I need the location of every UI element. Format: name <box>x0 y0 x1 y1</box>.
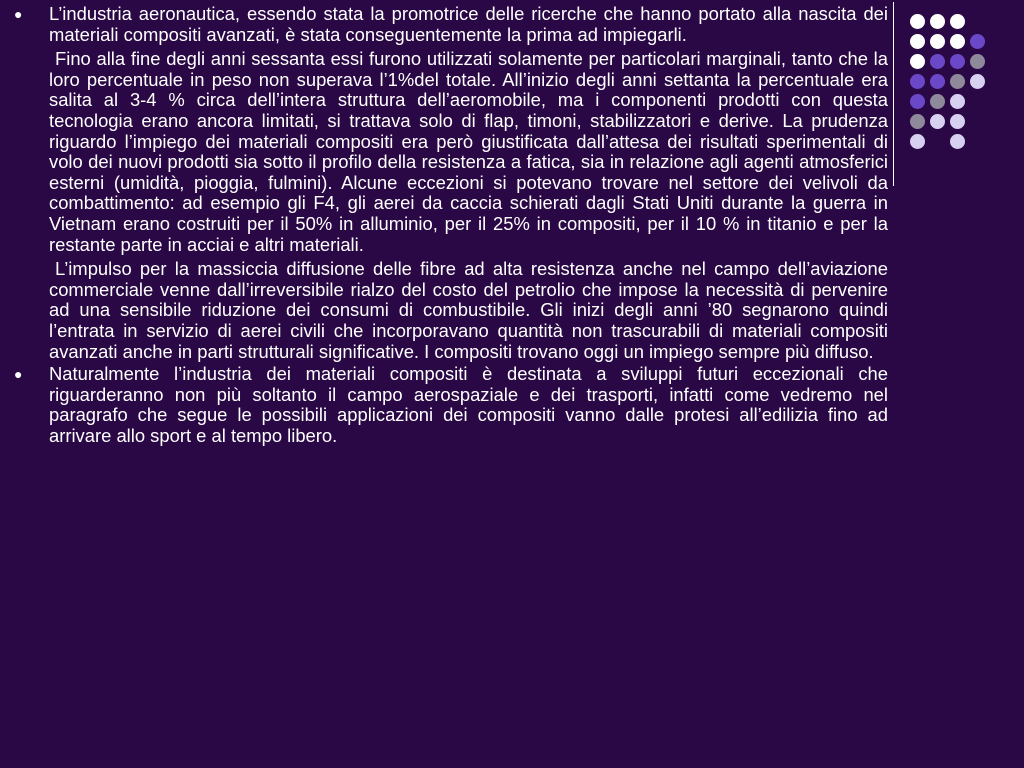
decorative-dot <box>950 34 965 49</box>
bullet-item-1 <box>12 4 888 362</box>
decorative-dot <box>910 114 925 129</box>
decorative-dot <box>930 114 945 129</box>
decorative-dot <box>970 74 985 89</box>
paragraph: Naturalmente l’industria dei materiali compositi è destinata a sviluppi futuri eccezionali che riguarderanno non più soltanto il campo aerospaziale e dei trasporti, infatti come vedremo nel paragrafo che segue le possibili applicazioni dei compositi vanno dalle protesi all’edilizia fino ad arrivare allo sport e al tempo libero. <box>49 363 888 446</box>
decorative-dot <box>950 94 965 109</box>
vertical-divider <box>893 2 894 186</box>
decorative-dot <box>970 34 985 49</box>
dot-grid-decoration <box>910 14 1010 164</box>
decorative-dot <box>910 134 925 149</box>
bullet-dot-icon: ● <box>14 6 23 22</box>
decorative-dot <box>930 94 945 109</box>
decorative-dot <box>930 54 945 69</box>
decorative-dot <box>910 54 925 69</box>
decorative-dot <box>930 74 945 89</box>
decorative-dot <box>930 34 945 49</box>
decorative-dot <box>930 14 945 29</box>
decorative-dot <box>950 74 965 89</box>
slide-body <box>12 4 888 446</box>
decorative-dot <box>970 54 985 69</box>
decorative-dot <box>910 34 925 49</box>
decorative-dot <box>950 134 965 149</box>
decorative-dot <box>950 14 965 29</box>
paragraph: L’impulso per la massiccia diffusione delle fibre ad alta resistenza anche nel campo dell’aviazione commerciale venne dall’irreversibile rialzo del costo del petrolio che impose la necessità di pervenire ad una sensibile riduzione dei consumi di combustibile. Gli inizi degli anni ’80 segnarono quindi l’entrata in servizio di aerei civili che incorporavano quantità non trascurabili di materiali compositi avanzati anche in parti strutturali significative. I compositi trovano oggi un impiego sempre più diffuso. <box>49 258 888 362</box>
paragraph: L’industria aeronautica, essendo stata la promotrice delle ricerche che hanno portato alla nascita dei materiali compositi avanzati, è stata conseguentemente la prima ad impiegarli. <box>49 3 888 45</box>
bullet-body-2 <box>49 364 888 446</box>
decorative-dot <box>950 114 965 129</box>
decorative-dot <box>950 54 965 69</box>
decorative-dot <box>910 74 925 89</box>
paragraph: Fino alla fine degli anni sessanta essi furono utilizzati solamente per particolari marginali, tanto che la loro percentuale in peso non superava l’1%del totale. All’inizio degli anni settanta la percentuale era salita al 3-4 % circa dell’intera struttura dell’aeromobile, ma i componenti prodotti con questa tecnologia erano ancora limitati, si trattava solo di flap, timoni, stabilizzatori e derive. La prudenza riguardo l’impiego dei materiali compositi era però giustificata dall’attesa dei risultati sperimentali di volo dei nuovi prodotti sia sotto il profilo della resistenza a fatica, sia in relazione agli agenti atmosferici esterni (umidità, pioggia, fulmini). Alcune eccezioni si potevano trovare nel settore dei velivoli da combattimento: ad esempio gli F4, gli aerei da caccia schierati dagli Stati Uniti durante la guerra in Vietnam erano costruiti per il 50% in alluminio, per il 25% in compositi, per il 10 % in titanio e per la restante parte in acciai e altri materiali. <box>49 48 888 255</box>
bullet-dot-icon: ● <box>14 366 23 383</box>
decorative-dot <box>910 94 925 109</box>
bullet-item-2 <box>12 364 888 446</box>
bullet-body-1 <box>49 4 888 362</box>
decorative-dot <box>910 14 925 29</box>
